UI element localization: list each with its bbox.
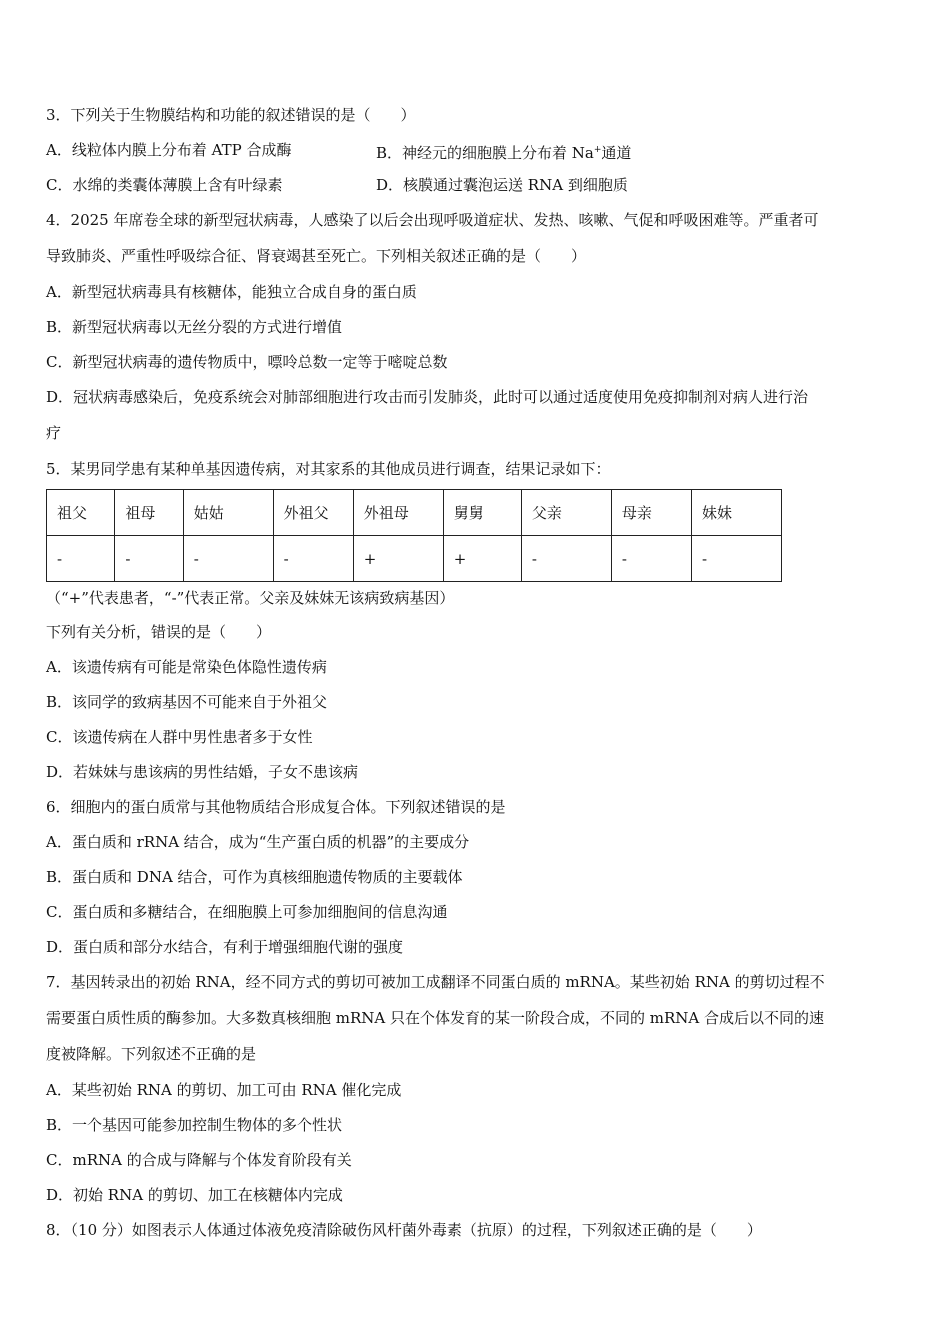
q8-stem: 8．（10 分）如图表示人体通过体液免疫清除破伤风杆菌外毒素（抗原）的过程，下列叙述正确的是（ ） <box>46 1221 762 1239</box>
q6-stem: 6．细胞内的蛋白质常与其他物质结合形成复合体。下列叙述错误的是 <box>46 798 506 816</box>
table-cell: - <box>691 536 781 582</box>
q3-stem: 3．下列关于生物膜结构和功能的叙述错误的是（ ） <box>46 106 416 124</box>
table-header-cell: 母亲 <box>611 490 691 536</box>
q5-question: 下列有关分析，错误的是（ ） <box>46 623 272 641</box>
q3-option-b-suffix: 通道 <box>601 144 632 162</box>
q6-option-b: B．蛋白质和 DNA 结合，可作为真核细胞遗传物质的主要载体 <box>46 868 463 886</box>
table-header-cell: 外祖父 <box>273 490 353 536</box>
q3-option-b <box>376 133 631 168</box>
q5-option-c: C．该遗传病在人群中男性患者多于女性 <box>46 728 313 746</box>
q3-option-b-superscript: + <box>593 145 602 155</box>
q5-option-b: B．该同学的致病基因不可能来自于外祖父 <box>46 693 328 711</box>
q5-option-a: A．该遗传病有可能是常染色体隐性遗传病 <box>46 658 327 676</box>
q4-option-c: C．新型冠状病毒的遗传物质中，嘌呤总数一定等于嘧啶总数 <box>46 353 448 371</box>
q6-option-d: D．蛋白质和部分水结合，有利于增强细胞代谢的强度 <box>46 938 404 956</box>
table-cell: + <box>443 536 521 582</box>
table-header-cell: 外祖母 <box>353 490 443 536</box>
table-cell: - <box>115 536 183 582</box>
q6-option-a: A．蛋白质和 rRNA 结合，成为“生产蛋白质的机器”的主要成分 <box>46 833 470 851</box>
q3-option-c: C．水绵的类囊体薄膜上含有叶绿素 <box>46 176 283 194</box>
table-header-cell: 妹妹 <box>691 490 781 536</box>
q7-option-a: A．某些初始 RNA 的剪切、加工可由 RNA 催化完成 <box>46 1081 402 1099</box>
q7-stem-line2: 需要蛋白质性质的酶参加。大多数真核细胞 mRNA 只在个体发育的某一阶段合成，不同的 mRNA 合成后以不同的速 <box>46 1009 825 1027</box>
q7-stem-line1: 7．基因转录出的初始 RNA，经不同方式的剪切可被加工成翻译不同蛋白质的 mRNA。某些初始 RNA 的剪切过程不 <box>46 973 825 991</box>
q3-option-a: A．线粒体内膜上分布着 ATP 合成酶 <box>46 141 292 159</box>
q7-option-b: B．一个基因可能参加控制生物体的多个性状 <box>46 1116 343 1134</box>
q4-option-d-line1: D．冠状病毒感染后，免疫系统会对肺部细胞进行攻击而引发肺炎，此时可以通过适度使用免疫抑制剂对病人进行治 <box>46 388 809 406</box>
table-header-cell: 父亲 <box>521 490 611 536</box>
table-header-cell: 姑姑 <box>183 490 273 536</box>
q7-option-d: D．初始 RNA 的剪切、加工在核糖体内完成 <box>46 1186 343 1204</box>
q4-option-a: A．新型冠状病毒具有核糖体，能独立合成自身的蛋白质 <box>46 283 417 301</box>
table-header-row <box>47 490 782 536</box>
q5-table-note: （“+”代表患者，“-”代表正常。父亲及妹妹无该病致病基因） <box>46 589 455 607</box>
q3-option-d: D．核膜通过囊泡运送 RNA 到细胞质 <box>376 176 628 194</box>
family-survey-table <box>46 489 782 582</box>
q3-options-cd <box>46 168 902 203</box>
q7-option-c: C．mRNA 的合成与降解与个体发育阶段有关 <box>46 1151 352 1169</box>
q3-option-b-text: B．神经元的细胞膜上分布着 Na <box>376 144 594 162</box>
table-cell: + <box>353 536 443 582</box>
table-cell: - <box>611 536 691 582</box>
exam-page <box>46 98 902 1248</box>
q4-stem-line1: 4．2025 年席卷全球的新型冠状病毒，人感染了以后会出现呼吸道症状、发热、咳嗽、气促和呼吸困难等。严重者可 <box>46 211 819 229</box>
table-header-cell: 祖父 <box>47 490 115 536</box>
q4-option-d-line2: 疗 <box>46 424 62 442</box>
q3-options-ab <box>46 133 902 168</box>
table-cell: - <box>521 536 611 582</box>
q7-stem-line3: 度被降解。下列叙述不正确的是 <box>46 1045 257 1063</box>
table-row <box>47 536 782 582</box>
q4-option-b: B．新型冠状病毒以无丝分裂的方式进行增值 <box>46 318 343 336</box>
table-header-cell: 舅舅 <box>443 490 521 536</box>
q6-option-c: C．蛋白质和多糖结合，在细胞膜上可参加细胞间的信息沟通 <box>46 903 448 921</box>
q5-stem: 5．某男同学患有某种单基因遗传病，对其家系的其他成员进行调查，结果记录如下： <box>46 460 611 478</box>
q4-stem-line2: 导致肺炎、严重性呼吸综合征、肾衰竭甚至死亡。下列相关叙述正确的是（ ） <box>46 247 587 265</box>
q5-option-d: D．若妹妹与患该病的男性结婚，子女不患该病 <box>46 763 359 781</box>
table-header-cell: 祖母 <box>115 490 183 536</box>
table-cell: - <box>183 536 273 582</box>
table-cell: - <box>273 536 353 582</box>
table-cell: - <box>47 536 115 582</box>
